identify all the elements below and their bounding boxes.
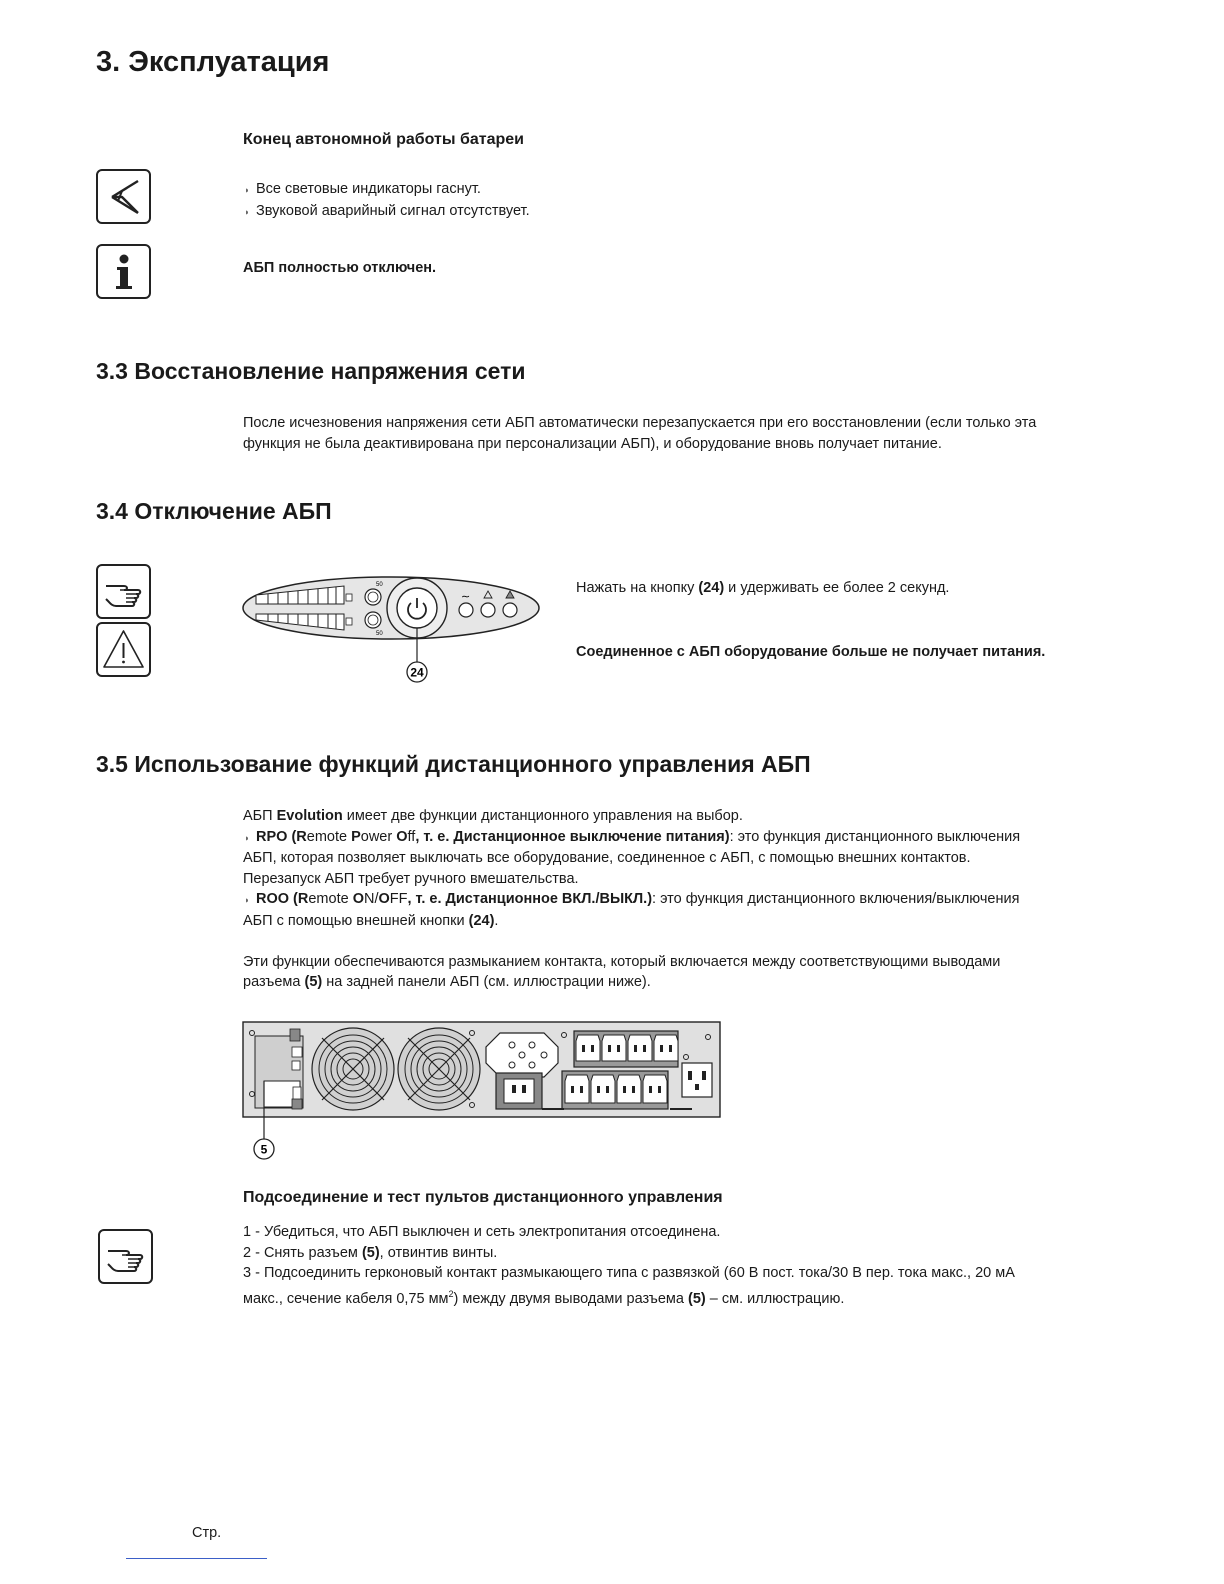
fan-right bbox=[398, 1028, 480, 1110]
info-icon bbox=[96, 244, 151, 299]
rpo-item: ◗ RPO (Remote Power Off, т. е. Дистанционное выключение питания): это функция дистанционного выключения bbox=[244, 828, 1021, 845]
roo-item: ◗ ROO (Remote ON/OFF, т. е. Дистанционное ВКЛ./ВЫКЛ.): это функция дистанционного включения/выключения bbox=[244, 891, 1020, 907]
panel-label: 50 bbox=[376, 631, 383, 637]
panel-button-lower[interactable] bbox=[365, 612, 381, 628]
connect-steps: 1 - Убедиться, что АБП выключен и сеть электропитания отсоединена. 2 - Снять разъем (5), отвинтив винты. 3 - Подсоединить герконовый контакт размыкающего типа с развязкой (60 В пост. тока/30 В пер. тока макс., 20 мА макс., сечение кабеля 0,75 $мм^2$) между двумя выводами разъема (5) – см. иллюстрацию. bbox=[243, 1222, 1083, 1309]
power-loss-warning: Соединенное с АБП оборудование больше не получает питания. bbox=[576, 644, 1046, 660]
led-fault bbox=[503, 603, 517, 617]
hand-pointer-icon bbox=[96, 564, 151, 619]
battery-end-subtitle: Конец автономной работы батареи bbox=[243, 131, 524, 148]
led-mains bbox=[459, 603, 473, 617]
indicator-off-icon bbox=[96, 169, 151, 224]
list-item: 1 - Убедиться, что АБП выключен и сеть электропитания отсоединена. bbox=[243, 1224, 721, 1240]
svg-text:5: 5 bbox=[260, 1142, 268, 1157]
list-item: ◗ Звуковой аварийный сигнал отсутствует. bbox=[244, 202, 530, 219]
section-3-4-title: 3.4 Отключение АБП bbox=[96, 498, 332, 524]
hand-pointer-icon bbox=[98, 1229, 153, 1284]
section-3-5-title: 3.5 Использование функций дистанционного управления АБП bbox=[96, 751, 811, 777]
section-3-3-title: 3.3 Восстановление напряжения сети bbox=[96, 358, 526, 384]
press-button-instruction: Нажать на кнопку (24) и удерживать ее более 2 секунд. bbox=[576, 580, 950, 596]
rear-panel-figure bbox=[242, 1021, 724, 1163]
section-3-3-text: После исчезновения напряжения сети АБП автоматически перезапускается при его восстановлении (если только эта функция не была деактивирована при персонализации АБП), и оборудование вновь получает питание. bbox=[243, 415, 1037, 452]
list-item: ◗ Все световые индикаторы гаснут. bbox=[244, 181, 481, 197]
front-panel-figure bbox=[242, 576, 542, 688]
fan-left bbox=[312, 1028, 394, 1110]
led-alarm bbox=[481, 603, 495, 617]
page-title: 3. Эксплуатация bbox=[96, 46, 330, 78]
mains-inlet bbox=[682, 1063, 712, 1097]
footer-rule bbox=[126, 1558, 267, 1559]
ups-off-note: АБП полностью отключен. bbox=[243, 260, 437, 276]
page-number-label: Стр. bbox=[192, 1525, 222, 1541]
svg-text:24: 24 bbox=[410, 665, 424, 680]
section-3-5-text: АБП Evolution имеет две функции дистанционного управления на выбор. ◗ RPO (Remote Power Off, т. е. Дистанционное выключение питания): это функция дистанционного выключения АБП, которая позволяет выключать все оборудование, соединенное с АБП, с помощью внешних контактов. Перезапуск АБП требует ручного вмешательства. ◗ ROO (Remote ON/OFF, т. е. Дистанционное ВКЛ./ВЫКЛ.): это функция дистанционного включения/выключения АБП с помощью внешней кнопки (24). Эти функции обеспечиваются размыканием контакта, который включается между соответствующими выводами разъема (5) на задней панели АБП (см. иллюстрации ниже). bbox=[243, 806, 1083, 993]
panel-label: 50 bbox=[376, 582, 383, 588]
warning-icon bbox=[96, 622, 151, 677]
list-item: 3 - Подсоединить герконовый контакт размыкающего типа с развязкой (60 В пост. тока/30 В пер. тока макс., 20 мА bbox=[243, 1265, 1015, 1281]
panel-button-upper[interactable] bbox=[365, 589, 381, 605]
list-item: 2 - Снять разъем (5), отвинтив винты. bbox=[243, 1244, 498, 1261]
connect-subtitle: Подсоединение и тест пультов дистанционного управления bbox=[243, 1189, 723, 1206]
ac-icon: ∼ bbox=[461, 590, 471, 603]
battery-end-bullets bbox=[243, 179, 1083, 222]
